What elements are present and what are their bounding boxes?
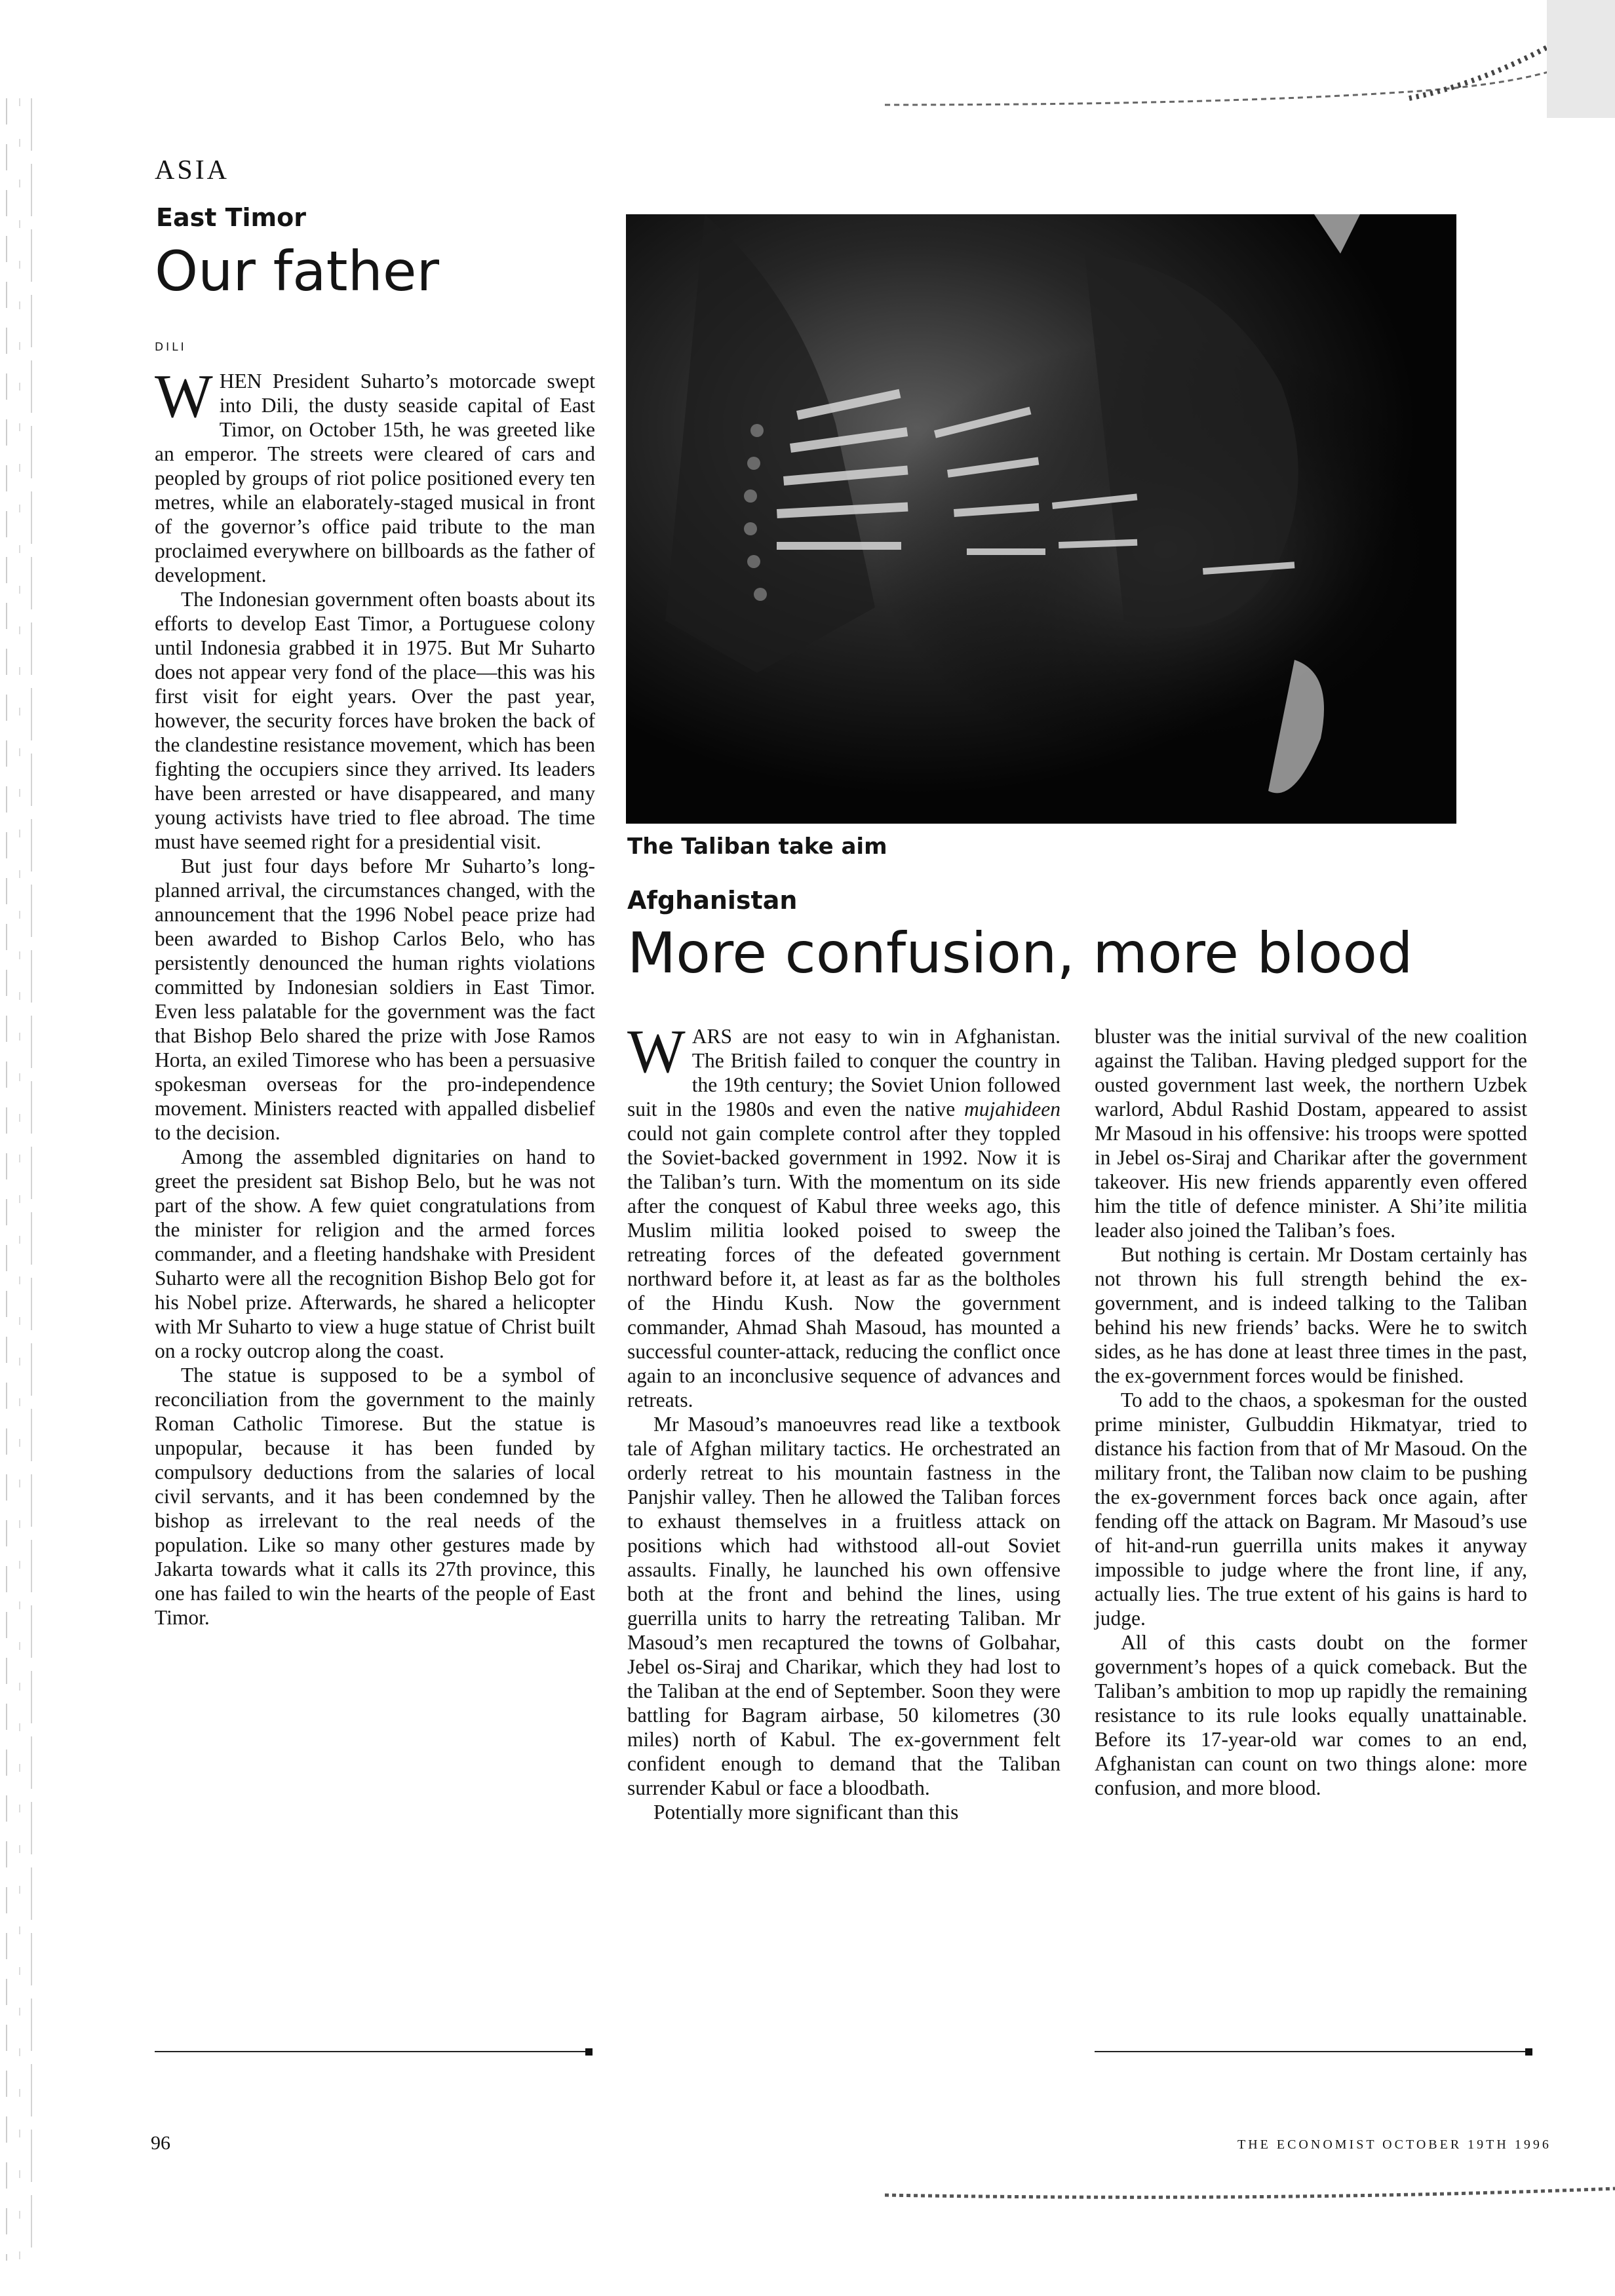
article2-end-mark (1525, 2048, 1532, 2056)
article1-paragraph: The statue is supposed to be a symbol of reconciliation from the government to the mainly Roman Catholic Timorese. But the statue is unpopular, because it has been funded by compulsory deductions from the salaries of local civil servants, and it has been condemned by the bishop as irrelevant to the real needs of the population. Like so many other gestures made by Jakarta towards what it calls its 27th province, this one has failed to win the hearts of the people of East Timor. (155, 1364, 595, 1629)
article1-body (155, 362, 595, 1630)
scan-top-artifact (885, 0, 1615, 118)
article2-column-1 (627, 1018, 1060, 1824)
article2-dropcap: W (627, 1018, 686, 1086)
article2-paragraph: All of this casts doubt on the former government’s hopes of a quick comeback. But the Taliban’s ambition to mop up rapidly the remaining resistance to its rule looks equally unattainable. Before its 17-year-old war comes to an end, Afghanistan can count on two things alone: more confusion, and more blood. (1095, 1631, 1527, 1799)
article1-end-rule (155, 2051, 587, 2052)
article1-dropcap: W (155, 362, 213, 430)
photo-caption: The Taliban take aim (627, 833, 887, 860)
section-label: ASIA (155, 155, 230, 185)
article1-headline: Our father (155, 239, 440, 303)
article1-end-mark (585, 2048, 593, 2056)
taliban-photo (626, 214, 1456, 824)
photo-image (626, 214, 1456, 824)
article1-kicker: East Timor (156, 203, 307, 232)
article2-paragraph: WARS are not easy to win in Afghanistan. The British failed to conquer the country in the 19th century; the Soviet Union followed suit in the 1980s and even the native mujahideen could not gain complete control after they toppled the Soviet-backed government in 1992. Now it is the Taliban’s turn. With the momentum on its side after the conquest of Kabul three weeks ago, this Muslim militia looked poised to sweep the retreating forces of the defeated government northward before it, at least as far as the boltholes of the Hindu Kush. Now the government commander, Ahmad Shah Masoud, has mounted a successful counter-attack, reducing the conflict once again to an inconclusive sequence of advances and retreats. (627, 1018, 1060, 1411)
article2-paragraph: But nothing is certain. Mr Dostam certainly has not thrown his full strength behind the ex-government, and is indeed talking to the Taliban behind his new friends’ backs. Were he to switch sides, as he has done at least three times in the past, the ex-government forces would be finished. (1095, 1243, 1527, 1387)
article2-headline: More confusion, more blood (627, 921, 1413, 986)
article1-paragraph: Among the assembled dignitaries on hand to greet the president sat Bishop Belo, but he was not part of the show. A few quiet congratulations from the minister for religion and the armed forces commander, and a fleeting handshake with President Suharto were all the recognition Bishop Belo got for his Nobel prize. Afterwards, he shared a helicopter with Mr Suharto to view a huge statue of Christ built on a rocky outcrop along the coast. (155, 1145, 595, 1362)
article2-paragraph: Potentially more significant than this (653, 1801, 959, 1824)
article2-paragraph: Mr Masoud’s manoeuvres read like a textbook tale of Afghan military tactics. He orchestrated an orderly retreat to his mountain fastness in the Panjshir valley. Then he allowed the Taliban forces to exhaust themselves in a fruitless attack on positions which had withstood all-out Soviet assaults. Finally, he launched his own offensive both at the front and behind the lines, using guerrilla units to harry the retreating Taliban. Mr Masoud’s men recaptured the towns of Golbahar, Jebel os-Siraj and Charikar, which they had lost to the Taliban at the end of September. Soon they were battling for Bagram airbase, 50 kilometres (30 miles) north of Kabul. The ex-government felt confident enough to demand that the Taliban surrender Kabul or face a bloodbath. (627, 1413, 1060, 1799)
article2-kicker: Afghanistan (627, 886, 798, 915)
article1-paragraph: WHEN President Suharto’s motorcade swept into Dili, the dusty seaside capital of East Timor, on October 15th, he was greeted like an emperor. The streets were cleared of cars and peopled by groups of riot police positioned every ten metres, while an elaborately-staged musical in front of the governor’s office paid tribute to the man proclaimed everywhere on billboards as the father of development. (155, 362, 595, 586)
article2-end-rule (1095, 2051, 1527, 2052)
article1-paragraph: The Indonesian government often boasts about its efforts to develop East Timor, a Portuguese colony until Indonesia grabbed it in 1975. But Mr Suharto does not appear very fond of the place—this was his first visit for eight years. Over the past year, however, the security forces have broken the back of the clandestine resistance movement, which has been fighting the occupiers since they arrived. Its leaders have been arrested or have disappeared, and many young activists have tried to flee abroad. The time must have seemed right for a presidential visit. (155, 588, 595, 853)
scan-edge-artifact (0, 98, 46, 2261)
article1-paragraph: But just four days before Mr Suharto’s long-planned arrival, the circumstances changed, with the announcement that the 1996 Nobel peace prize had been awarded to Bishop Carlos Belo, who has persistently denounced the human rights violations committed by Indonesian soldiers in East Timor. Even less palatable for the government was the fact that Bishop Belo shared the prize with Jose Ramos Horta, an exiled Timorese who has been a persuasive spokesman overseas for the pro-independence movement. Ministers reacted with appalled disbelief to the decision. (155, 854, 595, 1144)
article2-column-2 (1095, 1024, 1527, 1800)
article2-paragraph: To add to the chaos, a spokesman for the ousted prime minister, Gulbuddin Hikmatyar, tried to distance his faction from that of Mr Masoud. On the military front, the Taliban now claim to be pushing the ex-government forces back once again, after fending off the attack on Bagram. Mr Masoud’s use of hit-and-run guerrilla units makes it anyway impossible to judge where the front line, if any, actually lies. The true extent of his gains is hard to judge. (1095, 1388, 1527, 1630)
page-number: 96 (151, 2132, 170, 2154)
publication-line: THE ECONOMIST OCTOBER 19TH 1996 (1237, 2137, 1551, 2152)
scan-bottom-artifact (885, 2182, 1615, 2261)
article2-paragraph: bluster was the initial survival of the new coalition against the Taliban. Having pledged support for the ousted government last week, the northern Uzbek warlord, Abdul Rashid Dostam, appeared to assist Mr Masoud in his offensive: his troops were spotted in Jebel os-Siraj and Charikar after the government takeover. His new friends apparently even offered him the title of defence minister. A Shi’ite militia leader also joined the Taliban’s foes. (1095, 1025, 1527, 1242)
article1-dateline: DILI (155, 341, 187, 354)
